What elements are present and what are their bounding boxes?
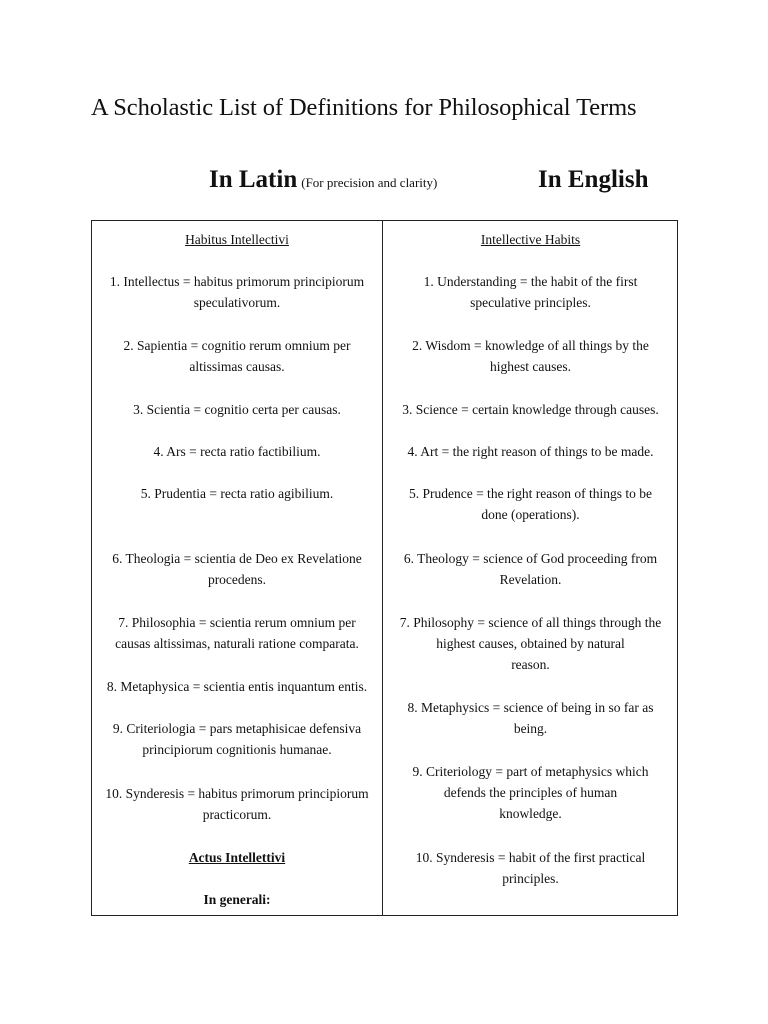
latin-item-line: 9. Criteriologia = pars metaphisicae defensiva: [112, 721, 362, 736]
english-column: [383, 221, 678, 915]
latin-item-4: [92, 441, 382, 462]
latin-item-1: [92, 271, 382, 313]
definitions-table: [91, 220, 678, 916]
english-item-10: [383, 847, 678, 889]
page-title: A Scholastic List of Definitions for Philosophical Terms: [91, 94, 637, 121]
english-item-line: speculative principles.: [470, 295, 591, 310]
latin-item-line: principiorum cognitionis humanae.: [142, 742, 332, 757]
latin-item-3: [92, 399, 382, 420]
latin-item-9: [92, 718, 382, 760]
latin-heading-cell: [92, 229, 382, 250]
latin-item-6: [92, 548, 382, 590]
latin-subheading2-cell: [92, 889, 382, 910]
english-item-line: 4. Art = the right reason of things to be made.: [407, 444, 654, 459]
latin-header-note: (For precision and clarity): [301, 175, 438, 190]
english-item-line: 6. Theology = science of God proceeding from: [403, 551, 658, 566]
latin-subheading2: In generali:: [203, 892, 271, 907]
latin-header-label: In Latin: [209, 166, 298, 193]
english-item-line: defends the principles of human: [443, 785, 618, 800]
latin-item-line: 8. Metaphysica = scientia entis inquantum entis.: [106, 679, 368, 694]
latin-item-line: procedens.: [207, 572, 267, 587]
english-item-9: [383, 761, 678, 824]
english-item-3: [383, 399, 678, 420]
english-item-line: 9. Criteriology = part of metaphysics which: [412, 764, 649, 779]
english-item-4: [383, 441, 678, 462]
english-item-line: 1. Understanding = the habit of the first: [423, 274, 638, 289]
english-item-5: [383, 483, 678, 525]
english-item-line: knowledge.: [499, 806, 562, 821]
latin-subheading-cell: [92, 847, 382, 868]
latin-item-5: [92, 483, 382, 504]
latin-item-line: practicorum.: [202, 807, 272, 822]
latin-item-line: 3. Scientia = cognitio certa per causas.: [133, 402, 341, 417]
english-heading-cell: [383, 229, 678, 250]
latin-item-line: 1. Intellectus = habitus primorum principiorum: [109, 274, 365, 289]
latin-subheading: Actus Intellettivi: [188, 850, 286, 865]
latin-heading: Habitus Intellectivi: [185, 232, 289, 247]
english-item-6: [383, 548, 678, 590]
english-item-2: [383, 335, 678, 377]
latin-item-line: causas altissimas, naturali ratione comparata.: [115, 636, 359, 651]
english-item-line: highest causes.: [490, 359, 571, 374]
latin-item-line: 5. Prudentia = recta ratio agibilium.: [140, 486, 334, 501]
english-item-line: done (operations).: [481, 507, 580, 522]
english-item-line: 7. Philosophy = science of all things through the: [399, 615, 662, 630]
latin-item-7: [92, 612, 382, 654]
english-item-1: [383, 271, 678, 313]
latin-item-10: [92, 783, 382, 825]
english-item-line: 5. Prudence = the right reason of things to be: [408, 486, 653, 501]
english-item-line: 3. Science = certain knowledge through causes.: [402, 402, 659, 417]
english-item-line: being.: [513, 721, 548, 736]
english-item-line: 2. Wisdom = knowledge of all things by the: [412, 338, 649, 353]
english-item-7: [383, 612, 678, 675]
english-item-8: [383, 697, 678, 739]
latin-column-header: [209, 166, 437, 194]
latin-item-line: 2. Sapientia = cognitio rerum omnium per: [123, 338, 351, 353]
latin-item-8: [92, 676, 382, 697]
english-column-header: [538, 166, 649, 194]
english-item-line: 8. Metaphysics = science of being in so far as: [407, 700, 654, 715]
latin-item-line: altissimas causas.: [189, 359, 285, 374]
english-header-label: In English: [538, 166, 649, 193]
latin-item-line: 6. Theologia = scientia de Deo ex Revelatione: [112, 551, 362, 566]
english-heading: Intellective Habits: [480, 232, 581, 247]
latin-item-line: 7. Philosophia = scientia rerum omnium per: [118, 615, 356, 630]
latin-column: [92, 221, 382, 915]
english-item-line: reason.: [511, 657, 550, 672]
latin-item-line: 10. Synderesis = habitus primorum principiorum: [105, 786, 369, 801]
latin-item-line: speculativorum.: [193, 295, 281, 310]
english-item-line: highest causes, obtained by natural: [436, 636, 625, 651]
english-item-line: Revelation.: [499, 572, 562, 587]
english-item-line: 10. Synderesis = habit of the first practical: [415, 850, 646, 865]
english-item-line: principles.: [502, 871, 559, 886]
latin-item-line: 4. Ars = recta ratio factibilium.: [153, 444, 321, 459]
latin-item-2: [92, 335, 382, 377]
